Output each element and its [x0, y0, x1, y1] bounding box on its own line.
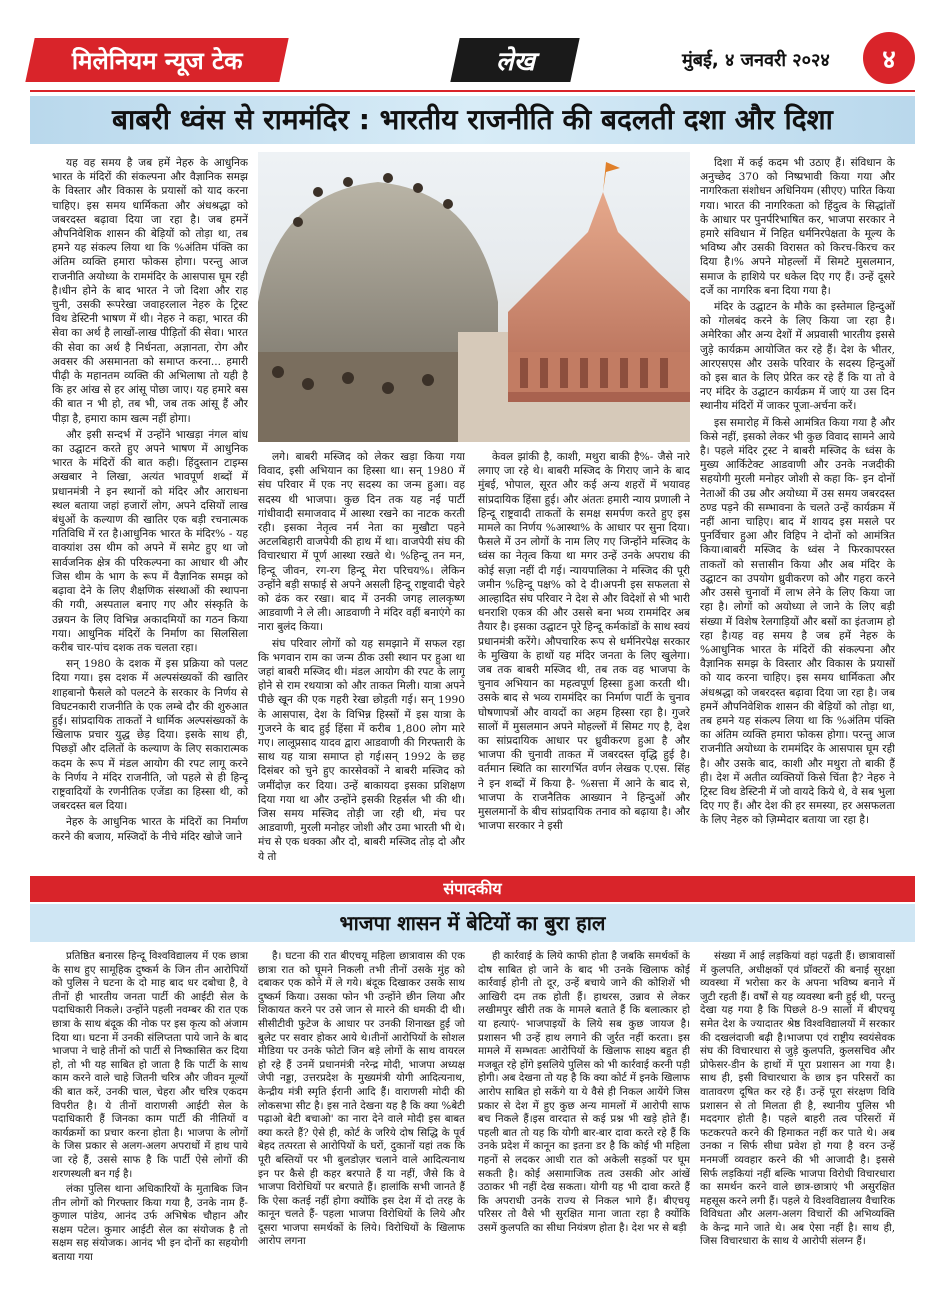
- article-paragraph: सन् 1980 के दशक में इस प्रक्रिया को पलट दिया गया। इस दशक में अल्पसंख्यकों की खातिर शाहबानो फैसले को पलटने के सरकार के निर्णय से विघटनकारी राजनीति के एक लम्बे दौर की शुरुआत हुई। सांप्रदायिक ताकतों ने धार्मिक अल्पसंख्यकों के खिलाफ प्रचार युद्ध छेड़ दिया। इसके साथ ही, पिछड़ों और दलितों के कल्याण के लिए सकारात्मक कदम के रूप में मंडल आयोग की रपट लागू करने के निर्णय ने मंदिर राजनीति, जो पहले से ही हिन्दू राष्ट्रवादियों के रणनीतिक एजेंडा का हिस्सा थी, को जबरदस्त बल दिया।: [52, 658, 248, 813]
- page-number-badge: ४: [863, 32, 915, 84]
- article-photo: [258, 152, 690, 442]
- masthead-rule: [30, 90, 915, 92]
- article-column-2: [258, 450, 465, 868]
- newspaper-brand: मिलेनियम न्यूज टेक: [25, 38, 288, 82]
- article-column-1: [52, 156, 248, 868]
- temple-flag: [603, 162, 620, 192]
- editorial-headline: भाजपा शासन में बेटियों का बुरा हाल: [339, 911, 606, 935]
- article-paragraph: और इसी सन्दर्भ में उन्होंने भाखड़ा नंगल बांध का उद्घाटन करते हुए अपने भाषण में आधुनिक भारत के मंदिरों की बात कही। हिंदुस्तान टाइम्स अखबार ने लिखा, अत्यंत भावपूर्ण शब्दों में प्रधानमंत्री ने इन स्थानों को मंदिर और आराधना स्थल बताया जहां हजारों लोग, अपने दसियों लाख बंधुओं के कल्याण की खातिर एक बड़ी रचनात्मक गतिविधि में रत है।आधुनिक भारत के मंदिर% - यह वाक्यांश उस थीम को अपने में समेट हुए था जो सार्वजनिक क्षेत्र की परिकल्पना का आधार थी और जिस थीम के भाग के रूप में वैज्ञानिक समझ को बढ़ावा देने के लिए शैक्षणिक संस्थाओं की स्थापना की गयी, अस्पताल बनाए गए और संस्कृति के उन्नयन के लिए विभिन्न अकादमियों का गठन किया गया। आधुनिक मंदिरों के निर्माण का सिलसिला करीब चार-पांच दशक तक चलता रहा।: [52, 428, 248, 654]
- article-paragraph: यह वह समय है जब हमें नेहरु के आधुनिक भारत के मंदिरों की संकल्पना और वैज्ञानिक समझ के विस्तार और विकास के प्रयासों को याद करना चाहिए। इस समय धार्मिकता और अंधश्रद्धा को जबरदस्त बढ़ावा दिया जा रहा है। जब हमनें औपनिवेशिक शासन की बेड़ियों को तोड़ा था, तब हमने यह संकल्प लिया था कि %अंतिम पंक्ति का अंतिम व्यक्ति हमारा फोकस होगा। परन्तु आज राजनीति अयोध्या के राममंदिर के आसपास घूम रही है।धीन होने के बाद भारत ने जो दिशा और राह चुनी, उसकी रूपरेखा जवाहरलाल नेहरु के ट्रिस्ट विथ डेस्टिनी भाषण में थी। नेहरु ने कहा, भारत की सेवा का अर्थ है लाखों-लाख पीड़ितों की सेवा। भारत की सेवा का अर्थ है निर्धनता, अज्ञानता, रोग और अवसर की असमानता को समाप्त करना... हमारी पीढ़ी के महानतम व्यक्ति की अभिलाषा तो यही है कि हर आंख से हर आंसू पोछा जाए। यह हमारे बस की बात न भी हो, तब भी, जब तक आंसू हैं और पीड़ा है, हमारा काम खत्म नहीं होगा।: [52, 157, 248, 425]
- masthead: [30, 32, 915, 92]
- editorial-column-2: [258, 950, 465, 1280]
- editorial-headline-bar: [30, 904, 915, 942]
- article-paragraph: मंदिर के उद्घाटन के मौके का इस्तेमाल हिन्दुओं को गोलबंद करने के लिए किया जा रहा है। अमेरिका और अन्य देशों में अप्रवासी भारतीय इससे जुड़े कार्यक्रम आयोजित कर रहे हैं। देश के भीतर, आरएसएस और उसके परिवार के सदस्य हिन्दुओं को इस बात के लिए प्रेरित कर रहे हैं कि या तो वे नए मंदिर के उद्घाटन कार्यक्रम में जाएं या उस दिन स्थानीय मंदिरों में जाकर पूजा-अर्चना करें।: [700, 301, 895, 413]
- editorial-column-4: [700, 950, 895, 1280]
- editorial-column-1: [52, 950, 248, 1280]
- editorial-band: संपादकीय: [30, 876, 915, 902]
- article-paragraph: नेहरु के आधुनिक भारत के मंदिरों का निर्माण करने की बजाय, मस्जिदों के नीचे मंदिर खोजे जाने: [52, 816, 248, 843]
- article-paragraph: दिशा में कई कदम भी उठाए हैं। संविधान के अनुच्छेद 370 को निष्प्रभावी किया गया और नागरिकता संशोधन अधिनियम (सीएए) पारित किया गया। भारत की नागरिकता को हिंदुत्व के सिद्धांतों के आधार पर पुनर्परिभाषित कर, भाजपा सरकार ने हमारे संविधान में निहित धर्मनिरपेक्षता के मूल्य के भविष्य और उसकी विरासत को किरच-किरच कर दिया है।% अपने मोहल्लों में सिमटे मुसलमान, समाज के हाशिये पर धकेल दिए गए हैं। उन्हें दूसरे दर्जे का नागरिक बना दिया गया है।: [700, 157, 895, 297]
- editorial-paragraph: ही कार्रवाई के लिये काफी होता है जबकि समर्थकों के दोष साबित हो जाने के बाद भी उनके खिलाफ कोई कार्रवाई होनी तो दूर, उन्हें बचाये जाने की कोशिशें भी आखिरी दम तक होती हैं। हाथरस, उन्नाव से लेकर लखीमपुर खीरी तक के मामले बताते हैं कि बलात्कार हो या हत्याएं- भाजपाइयों के लिये सब कुछ जायज है। प्रशासन भी उन्हें हाथ लगाने की जुर्रत नहीं करता। इस मामले में सम्भवतः आरोपियों के खिलाफ साक्ष्य बहुत ही मजबूत रहे होंगे इसलिये पुलिस को भी कार्रवाई करनी पड़ी होगी। अब देखना तो यह है कि क्या कोर्ट में इनके खिलाफ आरोप साबित हो सकेंगे या ये वैसे ही निकल आयेंगे जिस प्रकार से देश में हुए कुछ अन्य मामलों में आरोपी साफ बच निकले हैं।इस वारदात से कई प्रश्न भी खड़े होते हैं। पहली बात तो यह कि योगी बार-बार दावा करते रहे हैं कि उनके प्रदेश में कानून का इतना डर है कि कोई भी महिला गहनों से लदकर आधी रात को अकेली सड़कों पर घूम सकती है। कोई असामाजिक तत्व उसकी ओर आंखें उठाकर भी नहीं देख सकता। योगी यह भी दावा करते हैं कि अपराधी उनके राज्य से निकल भागे हैं। बीएचयू परिसर तो वैसे भी सुरक्षित माना जाता रहा है क्योंकि उसमें कुलपति का सीधा नियंत्रण होता है। देश भर से बड़ी: [478, 950, 690, 1234]
- babri-ram-mandir-image: [258, 152, 690, 442]
- article-paragraph: केवल झांकी है, काशी, मथुरा बाकी है%- जैसे नारे लगाए जा रहे थे। बाबरी मस्जिद के गिराए जाने के बाद मुंबई, भोपाल, सूरत और कई अन्य शहरों में भयावह सांप्रदायिक हिंसा हुई। और अंततः हमारी न्याय प्रणाली ने हिन्दू राष्ट्रवादी ताकतों के समक्ष समर्पण करते हुए इस मामले का निर्णय %आस्था% के आधार पर सुना दिया। फैसले में उन लोगों के नाम लिए गए जिन्होंने मस्जिद के ध्वंस का नेतृत्व किया था मगर उन्हें उनके अपराध की कोई सज़ा नहीं दी गई। न्यायपालिका ने मस्जिद की पूरी जमीन %हिन्दू पक्ष% को दे दी।अपनी इस सफलता से आल्हादित संघ परिवार ने देश से और विदेशों से भी भारी धनराशि एकत्र की और उससे बना भव्य राममंदिर अब तैयार है। इसका उद्घाटन पूरे हिन्दू कर्मकांडों के साथ स्वयं प्रधानमंत्री करेंगे। औपचारिक रूप से धर्मनिरपेक्ष सरकार के मुखिया के हाथों यह मंदिर जनता के लिए खुलेगा। जब तक बाबरी मस्जिद थी, तब तक वह भाजपा के चुनाव अभियान का महत्वपूर्ण हिस्सा हुआ करती थी। उसके बाद से भव्य राममंदिर का निर्माण पार्टी के चुनाव घोषणापत्रों और वायदों का अहम हिस्सा रहा है। गुजरे सालों में मुसलमान अपने मोहल्लों में सिमट गए है, देश का सांप्रदायिक आधार पर ध्रुवीकरण हुआ है और भाजपा की चुनावी ताकत में जबरदस्त वृद्धि हुई है।वर्तमान स्थिति का सारगर्भित वर्णन लेखक ए.एस. सिंह ने इन शब्दों में किया है- %सत्ता में आने के बाद से, भाजपा के राजनैतिक आख्यान ने हिन्दुओं और मुसलमानों के बीच सांप्रदायिक तनाव को बढ़ाया है। और भाजपा सरकार ने इसी: [478, 451, 690, 833]
- article-headline: बाबरी ध्वंस से राममंदिर : भारतीय राजनीति की बदलती दशा और दिशा: [112, 103, 833, 136]
- headline-bar: [30, 96, 915, 144]
- editorial-paragraph: संख्या में आई लड़कियां वहां पढ़ती हैं। छात्रावासों में कुलपति, अधीक्षकों एवं प्रॉक्टरों की बनाई सुरक्षा व्यवस्था में भरोसा कर के अपना भविष्य बनाने में जुटी रहती हैं। वर्षों से यह व्यवस्था बनी हुई थी, परन्तु देखा यह गया है कि पिछले 8-9 सालों में बीएचयू समेत देश के ज्यादातर श्रेष्ठ विश्वविद्यालयों में सरकार की दखलंदाजी बढ़ी है।भाजपा एवं राष्ट्रीय स्वयंसेवक संघ की विचारधारा से जुड़े कुलपति, कुलसचिव और प्रोफेसर-डीन के हाथों में पूरा प्रशासन आ गया है। साथ ही, इसी विचारधारा के छात्र इन परिसरों का वातावरण दूषित कर रहे हैं। उन्हें पूरा संरक्षण विवि प्रशासन से तो मिलता ही है, स्थानीय पुलिस भी मददगार होती है। पहले बाहरी तत्व परिसरों में फटकरपते करने की हिमाकत नहीं कर पाते थे। अब उनका न सिर्फ सीधा प्रवेश हो गया है वरन उन्हें मनमर्जी व्यवहार करने की भी आजादी है। इससे सिर्फ लड़कियां नहीं बल्कि भाजपा विरोधी विचारधारा का समर्थन करने वाले छात्र-छात्राएं भी असुरक्षित महसूस करने लगी हैं। पहले ये विश्वविद्यालय वैचारिक विविधता और अलग-अलग विचारों की अभिव्यक्ति के केन्द्र माने जाते थे। अब ऐसा नहीं है। साथ ही, जिस विचारधारा के साथ ये आरोपी संलग्न हैं।: [700, 950, 895, 1248]
- editorial-paragraph: है। घटना की रात बीएचयू महिला छात्रावास की एक छात्रा रात को घूमने निकली तभी तीनों उसके मुंह को दबाकर एक कोने में ले गये। बंदूक दिखाकर उसके साथ दुष्कर्म किया। उसका फोन भी उन्होंने छीन लिया और शिकायत करने पर उसे जान से मारने की धमकी दी थी। सीसीटीवी फुटेज के आधार पर उनकी शिनाख्त हुई जो बुलेट पर सवार होकर आये थे।तीनों आरोपियों के सोशल मीडिया पर उनके फोटो जिन बड़े लोगों के साथ वायरल हो रहे हैं उनमें प्रधानमंत्री नरेन्द्र मोदी, भाजपा अध्यक्ष जेपी नड्डा, उत्तरप्रदेश के मुख्यमंत्री योगी आदित्यनाथ, केन्द्रीय मंत्री स्मृति ईरानी आदि हैं। वाराणसी मोदी की लोकसभा सीट है। इस नाते देखना यह है कि क्या %बेटी पढ़ाओ बेटी बचाओ' का नारा देने वाले मोदी इस बाबत क्या करते हैं? ऐसे ही, कोर्ट के जरिये दोष सिद्धि के पूर्व बेहद तत्परता से आरोपियों के घरों, दुकानों यहां तक कि पूरी बस्तियों पर भी बुलडोज़र चलाने वाले आदित्यनाथ इन पर कैसे ही कहर बरपाते हैं या नहीं, जैसे कि वे भाजपा विरोधियों पर बरपाते हैं। हालांकि सभी जानते हैं कि ऐसा कतई नहीं होगा क्योंकि इस देश में दो तरह के कानून चलते हैं- पहला भाजपा विरोधियों के लिये और दूसरा भाजपा समर्थकों के लिये। विरोधियों के खिलाफ आरोप लगना: [258, 950, 465, 1248]
- editorial-paragraph: लंका पुलिस थाना अधिकारियों के मुताबिक जिन तीन लोगों को गिरफ्तार किया गया है, उनके नाम हैं- कुणाल पांडेय, आनंद उर्फ अभिषेक चौहान और सक्षम पटेल। कुमार आईटी सेल का संयोजक है तो सक्षम सह संयोजक। आनंद भी इन दोनों का सहयोगी बताया गया: [52, 1183, 248, 1264]
- editorial-paragraph: प्रतिष्ठित बनारस हिन्दू विश्वविद्यालय में एक छात्रा के साथ हुए सामूहिक दुष्कर्म के जिन तीन आरोपियों को पुलिस ने घटना के दो माह बाद धर दबोचा है, वे तीनों ही भारतीय जनता पार्टी की आईटी सेल के पदाधिकारी निकले। उन्होंने पहली नवम्बर की रात एक छात्रा के साथ बंदूक की नोक पर इस कृत्य को अंजाम दिया था। घटना में उनकी संलिप्तता पाये जाने के बाद भाजपा ने चाहे तीनों को पार्टी से निष्कासित कर दिया हो, तो भी यह साबित हो जाता है कि पार्टी के साथ काम करने वाले चाहे जितनी चरित्र और जीवन मूल्यों की बात करें, उनकी चाल, चेहरा और चरित्र एकदम विपरीत है। ये तीनों वाराणसी आईटी सेल के पदाधिकारी हैं जिनका काम पार्टी की नीतियों व कार्यक्रमों का प्रचार करना होता है। भाजपा के लोगों के जिस प्रकार से अलग-अलग अपराधों में हाथ पाये जा रहे हैं, उससे साफ है कि पार्टी ऐसे लोगों की शरणस्थली बन गई है।: [52, 950, 248, 1180]
- section-tag: लेख: [450, 38, 579, 82]
- article-column-4: [700, 156, 895, 868]
- editorial-column-3: [478, 950, 690, 1280]
- article-paragraph: लगे। बाबरी मस्जिद को लेकर खड़ा किया गया विवाद, इसी अभियान का हिस्सा था। सन् 1980 में संघ परिवार में एक नए सदस्य का जन्म हुआ। वह सदस्य थी भाजपा। कुछ दिन तक यह नई पार्टी गांधीवादी समाजवाद में आस्था रखने का नाटक करती रही। इसका नेतृत्व नर्म नेता का मुखौटा पहने अटलबिहारी वाजपेयी की हाथ में था। वाजपेयी संघ की विचारधारा में पूर्ण आस्था रखते थे। %हिन्दू तन मन, हिन्दू जीवन, रग-रग हिन्दू मेरा परिचय%। लेकिन उन्होंने बड़ी सफाई से अपने असली हिन्दू राष्ट्रवादी चेहरे को ढंक कर रखा। बाद में उनकी जगह लालकृष्ण आडवाणी ने ले ली। आडवाणी ने मंदिर वहीं बनाएंगे का नारा बुलंद किया।: [258, 451, 465, 634]
- article-paragraph: संघ परिवार लोगों को यह समझाने में सफल रहा कि भगवान राम का जन्म ठीक उसी स्थान पर हुआ था जहां बाबरी मस्जिद थी। मंडल आयोग की रपट के लागू होने से राम रथयात्रा को और ताकत मिली। यात्रा अपने पीछे खून की एक गहरी रेखा छोड़ती गई। सन् 1990 के आसपास, देश के विभिन्न हिस्सों में इस यात्रा के गुजरने के बाद हुई हिंसा में करीब 1,800 लोग मारे गए। लालूप्रसाद यादव द्वारा आडवाणी की गिरफ्तारी के साथ यह यात्रा समाप्त हो गई।सन् 1992 के छह दिसंबर को चुने हुए कारसेवकों ने बाबरी मस्जिद को जमींदोज़ कर दिया। उन्हें बाकायदा इसका प्रशिक्षण दिया गया था और उन्होंने इसकी रिहर्सल भी की थी। जिस समय मस्जिद तोड़ी जा रही थी, मंच पर आडवाणी, मुरली मनोहर जोशी और उमा भारती भी थे। मंच से एक धक्का और दो, बाबरी मस्जिद तोड़ दो और ये तो: [258, 637, 465, 863]
- article-column-3: [478, 450, 690, 868]
- dateline: मुंबई, ४ जनवरी २०२४: [682, 50, 830, 71]
- article-paragraph: इस समारोह में किसे आमंत्रित किया गया है और किसे नहीं, इसको लेकर भी कुछ विवाद सामने आये है। पहले मंदिर ट्रस्ट ने बाबरी मस्जिद के ध्वंस के मुख्य आर्किटेक्ट आडवाणी और उनके नजदीकी सहयोगी मुरली मनोहर जोशी से कहा कि- इन दोनों नेताओं की उम्र और अयोध्या में उस समय जबरदस्त ठण्ड पड़ने की सम्भावना के चलते उन्हें कार्यक्रम में नहीं आना चाहिए। बाद में शायद इस मसले पर पुनर्विचार हुआ और विहिप ने दोनों को आमंत्रित किया।बाबरी मस्जिद के ध्वंस ने फिरकापरस्त ताकतों को सत्तासीन किया और अब मंदिर के उद्घाटन का उपयोग ध्रुवीकरण को और गहरा करने और उससे चुनावों में लाभ लेने के लिए किया जा रहा है। लोगों को अयोध्या ले जाने के लिए बड़ी संख्या में विशेष रेलगाड़ियों और बसों का इंतजाम हो रहा है।यह वह समय है जब हमें नेहरु के %आधुनिक भारत के मंदिरों की संकल्पना और वैज्ञानिक समझ के विस्तार और विकास के प्रयासों को याद करना चाहिए। इस समय धार्मिकता और अंधश्रद्धा को जबरदस्त बढ़ावा दिया जा रहा है। जब हमनें औपनिवेशिक शासन की बेड़ियों को तोड़ा था, तब हमने यह संकल्प लिया था कि %अंतिम पंक्ति का अंतिम व्यक्ति हमारा फोकस होगा। परन्तु आज राजनीति अयोध्या के राममंदिर के आसपास घूम रही है। और उसके बाद, काशी और मथुरा तो बाकी हैं ही। देश में अतीत व्यक्तियों किसे चिंता है? नेहरु ने ट्रिस्ट विथ डेस्टिनी में जो वायदे किये थे, वे सब भुला दिए गए हैं। और देश की हर समस्या, हर असफलता के लिए नेहरु को ज़िम्मेदार बताया जा रहा है।: [700, 416, 895, 827]
